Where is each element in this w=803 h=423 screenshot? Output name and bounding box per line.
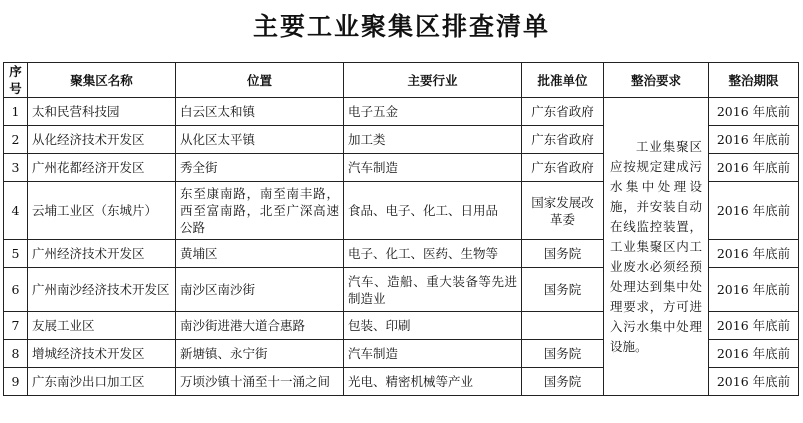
cell-name: 云埔工业区（东城片）: [28, 182, 176, 240]
cell-industry: 包装、印刷: [344, 312, 522, 340]
cell-approver: [522, 312, 604, 340]
cell-no: 4: [4, 182, 28, 240]
table-row: [4, 98, 799, 126]
cell-name: 太和民营科技园: [28, 98, 176, 126]
cell-no: 9: [4, 368, 28, 396]
cell-no: 2: [4, 126, 28, 154]
cell-name: 广州经济技术开发区: [28, 240, 176, 268]
cell-approver: 国务院: [522, 340, 604, 368]
cell-location: 南沙区南沙街: [176, 268, 344, 312]
header-requirement: 整治要求: [604, 63, 709, 98]
cell-deadline: 2016 年底前: [709, 98, 799, 126]
cell-no: 3: [4, 154, 28, 182]
cluster-table: [3, 62, 799, 396]
cell-approver: 国务院: [522, 268, 604, 312]
cell-industry: 加工类: [344, 126, 522, 154]
cell-location: 黄埔区: [176, 240, 344, 268]
cell-industry: 电子五金: [344, 98, 522, 126]
document-title: 主要工业聚集区排查清单: [252, 12, 550, 41]
cell-no: 1: [4, 98, 28, 126]
cell-location: 从化区太平镇: [176, 126, 344, 154]
cell-no: 8: [4, 340, 28, 368]
cell-deadline: 2016 年底前: [709, 268, 799, 312]
cell-approver: 广东省政府: [522, 154, 604, 182]
cell-approver: 广东省政府: [522, 98, 604, 126]
header-industry: 主要行业: [344, 63, 522, 98]
cell-name: 广州南沙经济技术开发区: [28, 268, 176, 312]
cell-name: 广东南沙出口加工区: [28, 368, 176, 396]
cell-location: 万顷沙镇十涌至十一涌之间: [176, 368, 344, 396]
cell-no: 5: [4, 240, 28, 268]
cell-location: 东至康南路，南至南丰路，西至富南路，北至广深高速公路: [176, 182, 344, 240]
cell-name: 友展工业区: [28, 312, 176, 340]
header-location: 位置: [176, 63, 344, 98]
cell-location: 白云区太和镇: [176, 98, 344, 126]
cell-location: 秀全街: [176, 154, 344, 182]
header-approver: 批准单位: [522, 63, 604, 98]
header-deadline: 整治期限: [709, 63, 799, 98]
cell-industry: 食品、电子、化工、日用品: [344, 182, 522, 240]
cell-industry: 汽车制造: [344, 154, 522, 182]
header-no: 序号: [4, 63, 28, 98]
cell-deadline: 2016 年底前: [709, 182, 799, 240]
cell-approver: 国家发展改革委: [522, 182, 604, 240]
header-row: [4, 63, 799, 98]
cell-approver: 国务院: [522, 368, 604, 396]
cell-no: 7: [4, 312, 28, 340]
cell-industry: 汽车制造: [344, 340, 522, 368]
cell-industry: 汽车、造船、重大装备等先进制造业: [344, 268, 522, 312]
cell-name: 广州花都经济开发区: [28, 154, 176, 182]
cell-location: 新塘镇、永宁街: [176, 340, 344, 368]
cell-no: 6: [4, 268, 28, 312]
cell-approver: 国务院: [522, 240, 604, 268]
cell-name: 从化经济技术开发区: [28, 126, 176, 154]
cell-industry: 电子、化工、医药、生物等: [344, 240, 522, 268]
requirement-text: 工业集聚区应按规定建成污水集中处理设施，并安装自动在线监控装置，工业集聚区内工业废水必须经预处理达到集中处理要求，方可进入污水集中处理设施。: [610, 138, 702, 354]
cell-industry: 光电、精密机械等产业: [344, 368, 522, 396]
cell-deadline: 2016 年底前: [709, 312, 799, 340]
cell-deadline: 2016 年底前: [709, 368, 799, 396]
cell-location: 南沙街进港大道合惠路: [176, 312, 344, 340]
cell-approver: 广东省政府: [522, 126, 604, 154]
cell-deadline: 2016 年底前: [709, 126, 799, 154]
header-name: 聚集区名称: [28, 63, 176, 98]
cell-name: 增城经济技术开发区: [28, 340, 176, 368]
cell-deadline: 2016 年底前: [709, 240, 799, 268]
cell-requirement: [604, 98, 709, 396]
cell-deadline: 2016 年底前: [709, 340, 799, 368]
cell-deadline: 2016 年底前: [709, 154, 799, 182]
